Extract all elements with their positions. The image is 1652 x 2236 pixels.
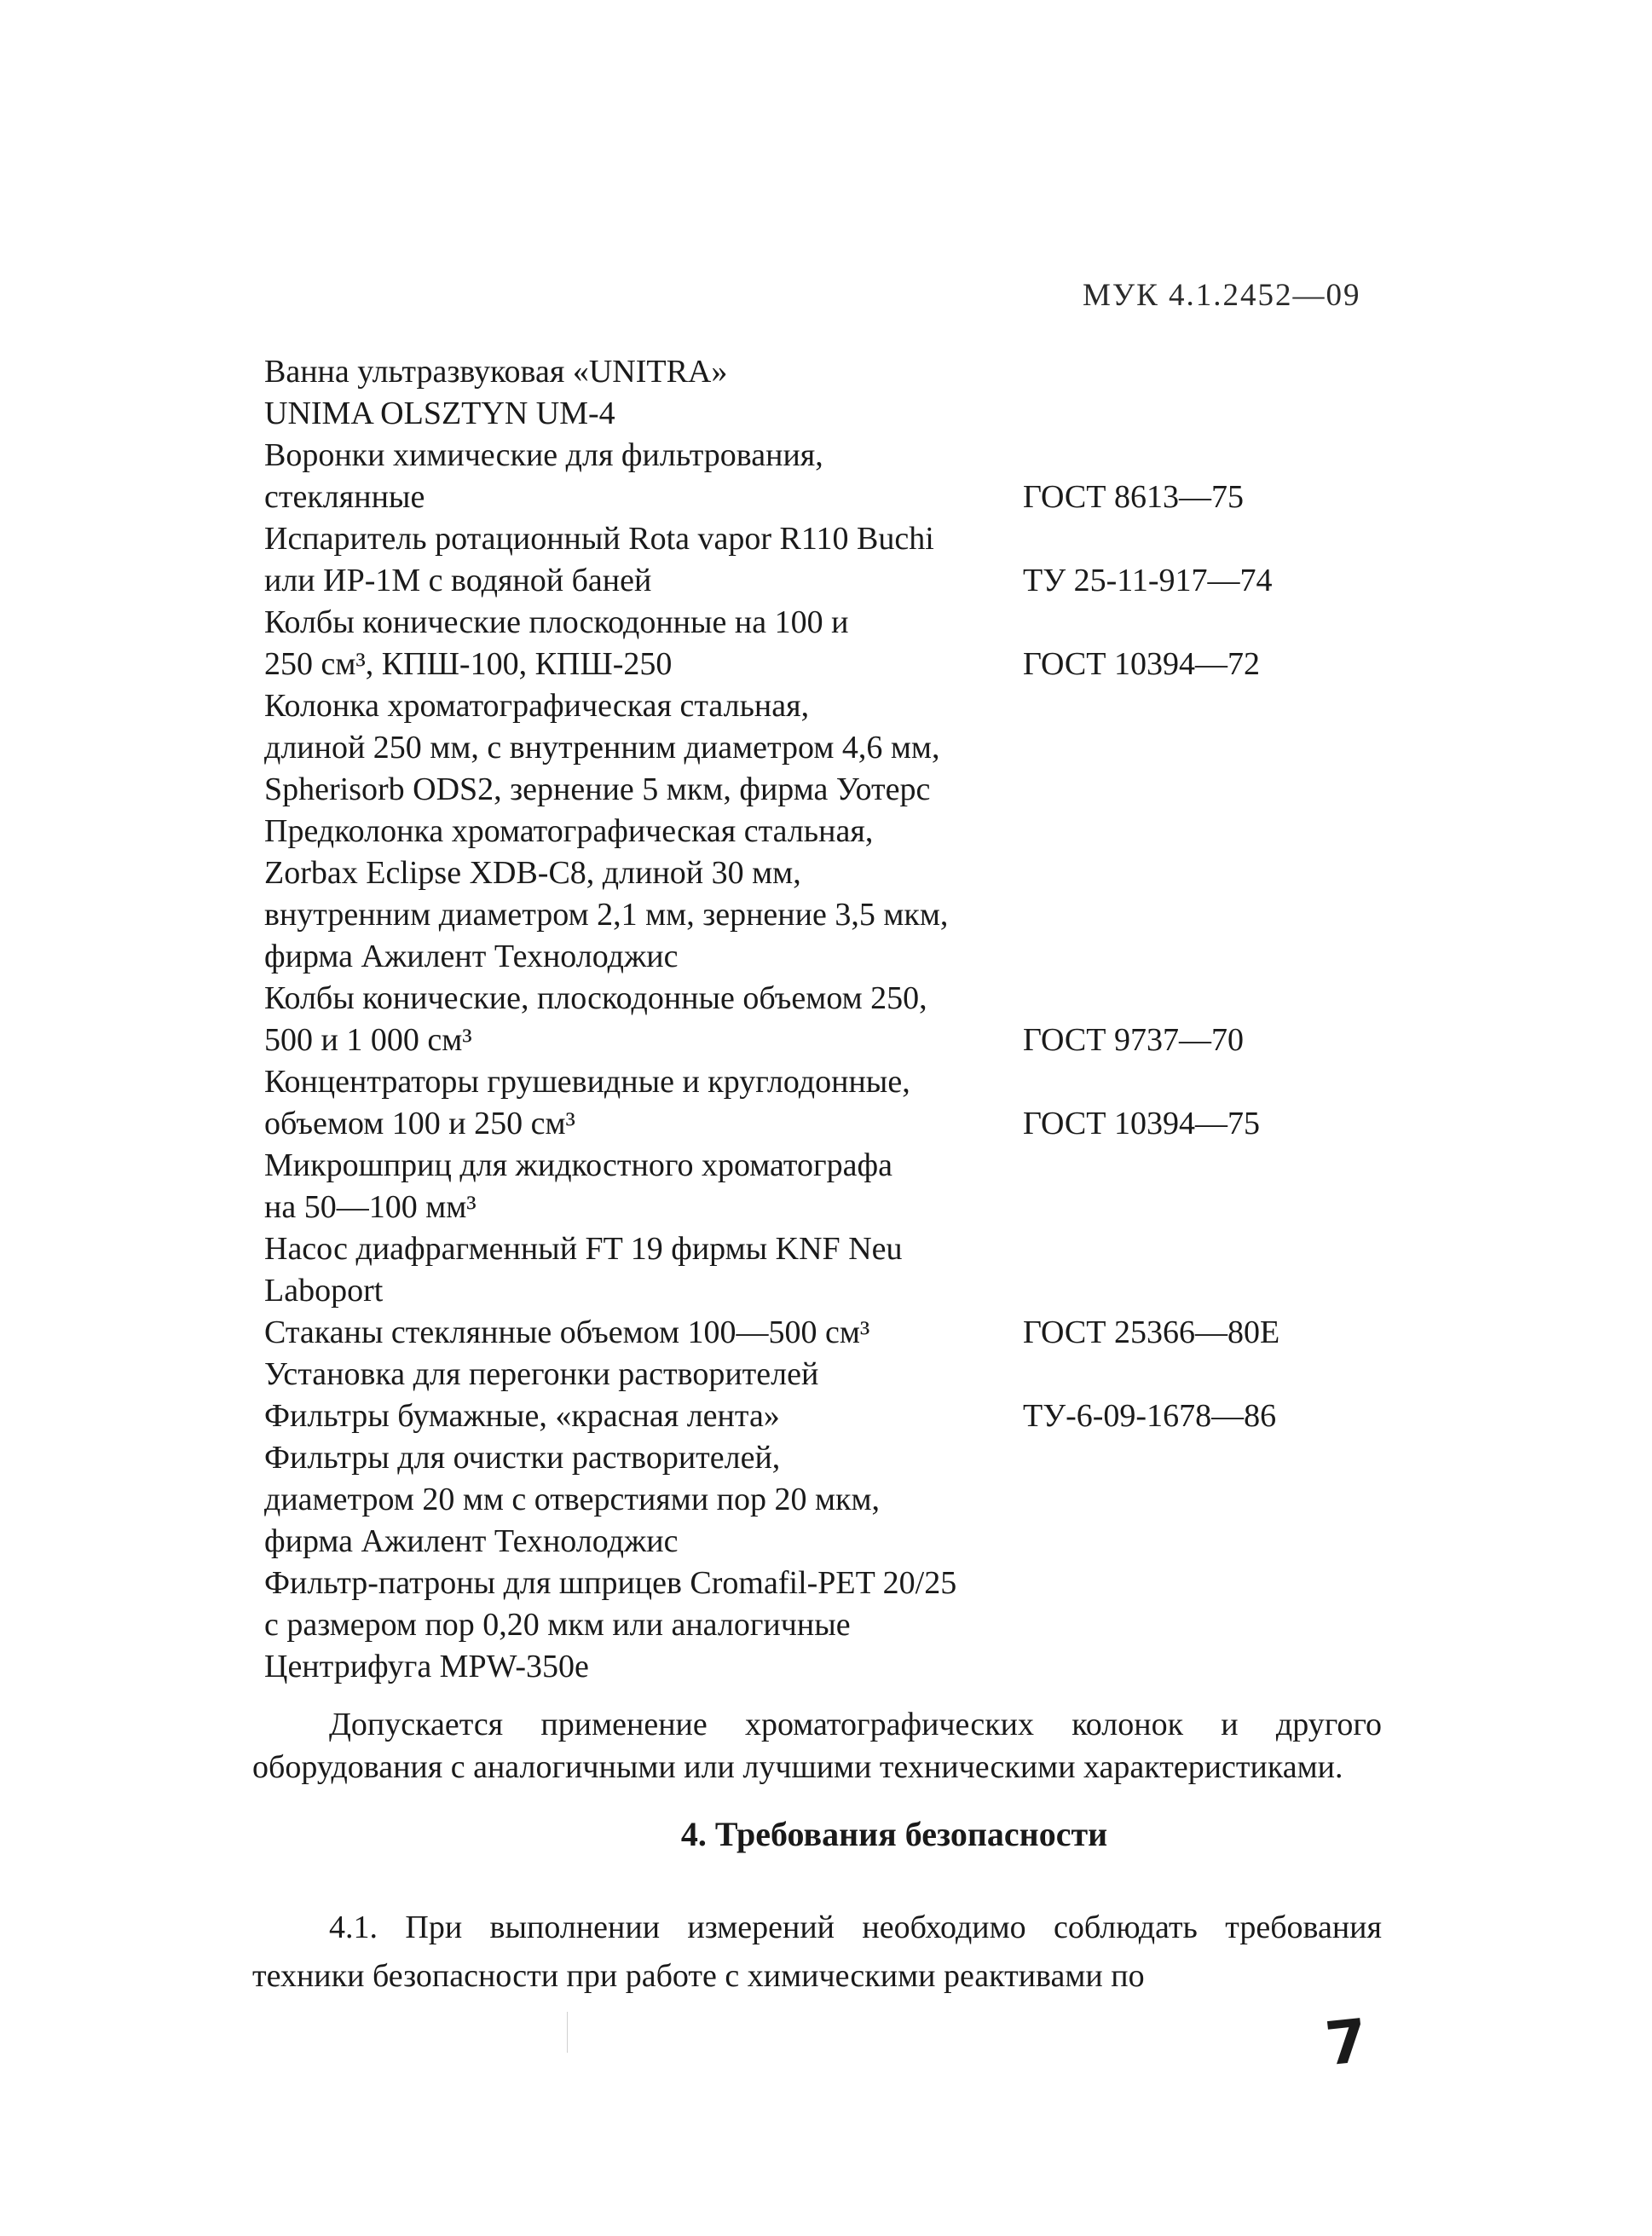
equipment-row (264, 1563, 1398, 1604)
equipment-row (264, 769, 1398, 811)
equipment-name: Spherisorb ODS2, зернение 5 мкм, фирма Уотерс (264, 771, 931, 807)
equipment-row (264, 1020, 1398, 1061)
equipment-standard: ГОСТ 10394—75 (1023, 1106, 1260, 1141)
page-number: 7 (1321, 2005, 1371, 2080)
equipment-row (264, 1395, 1398, 1437)
equipment-name: диаметром 20 мм с отверстиями пор 20 мкм, (264, 1482, 881, 1517)
section-paragraph: 4.1. При выполнении измерений необходимо соблюдать требования техники безопасности при работе с химическими реактивами по (252, 1910, 1382, 1994)
equipment-note: Допускается применение хроматографических колонок и другого оборудования с аналогичными или лучшими техническими характеристиками. (252, 1707, 1382, 1785)
equipment-name: внутренним диаметром 2,1 мм, зернение 3,5 мкм, (264, 897, 949, 933)
equipment-name: UNIMA OLSZTYN UM-4 (264, 396, 615, 431)
equipment-name: Ванна ультразвуковая «UNITRA» (264, 354, 728, 390)
equipment-standard: ТУ-6-09-1678—86 (1023, 1398, 1277, 1434)
equipment-name: или ИР-1М с водяной баней (264, 563, 652, 598)
equipment-list (264, 351, 1398, 1688)
equipment-row (264, 1312, 1398, 1354)
equipment-name: Микрошприц для жидкостного хроматографа (264, 1147, 892, 1183)
equipment-row (264, 1354, 1398, 1395)
equipment-name: Колбы конические плоскодонные на 100 и (264, 604, 849, 640)
equipment-row (264, 602, 1398, 644)
equipment-row (264, 1521, 1398, 1563)
equipment-name: Центрифуга MPW-350e (264, 1649, 589, 1684)
equipment-row (264, 518, 1398, 560)
equipment-row (264, 936, 1398, 978)
equipment-name: Стаканы стеклянные объемом 100—500 см³ (264, 1314, 870, 1350)
equipment-name: Предколонка хроматографическая стальная, (264, 813, 874, 849)
equipment-row (264, 393, 1398, 435)
equipment-name: на 50—100 мм³ (264, 1189, 477, 1225)
equipment-name: стеклянные (264, 479, 425, 515)
equipment-row (264, 685, 1398, 727)
equipment-name: 250 см³, КПШ-100, КПШ-250 (264, 646, 673, 682)
equipment-row (264, 1604, 1398, 1646)
equipment-name: Колбы конические, плоскодонные объемом 250, (264, 980, 927, 1016)
fold-line (567, 2012, 568, 2053)
equipment-row (264, 1228, 1398, 1270)
equipment-row (264, 894, 1398, 936)
equipment-name: Воронки химические для фильтрования, (264, 437, 823, 473)
equipment-row (264, 1479, 1398, 1521)
equipment-name: фирма Ажилент Технолоджис (264, 939, 679, 974)
equipment-name: Фильтры бумажные, «красная лента» (264, 1398, 780, 1434)
equipment-name: фирма Ажилент Технолоджис (264, 1523, 679, 1559)
equipment-row (264, 477, 1398, 518)
equipment-name: длиной 250 мм, с внутренним диаметром 4,6 мм, (264, 730, 940, 766)
equipment-standard: ГОСТ 8613—75 (1023, 479, 1244, 515)
equipment-row (264, 1145, 1398, 1187)
equipment-name: Концентраторы грушевидные и круглодонные, (264, 1064, 910, 1100)
equipment-row (264, 435, 1398, 477)
equipment-row (264, 644, 1398, 685)
equipment-row (264, 1061, 1398, 1103)
equipment-standard: ТУ 25-11-917—74 (1023, 563, 1273, 598)
equipment-name: Zorbax Eclipse XDB-C8, длиной 30 мм, (264, 855, 801, 891)
equipment-name: объемом 100 и 250 см³ (264, 1106, 575, 1141)
equipment-row (264, 351, 1398, 393)
equipment-name: Laboport (264, 1273, 384, 1309)
equipment-row (264, 1437, 1398, 1479)
equipment-name: Установка для перегонки растворителей (264, 1356, 819, 1392)
equipment-name: Колонка хроматографическая стальная, (264, 688, 810, 724)
document-code-header: МУК 4.1.2452—09 (1083, 278, 1361, 313)
equipment-name: Испаритель ротационный Rota vapor R110 Buchi (264, 521, 934, 557)
equipment-name: Насос диафрагменный FT 19 фирмы KNF Neu (264, 1231, 903, 1267)
equipment-standard: ГОСТ 25366—80Е (1023, 1314, 1280, 1350)
equipment-row (264, 1187, 1398, 1228)
equipment-row (264, 1103, 1398, 1145)
equipment-name: Фильтры для очистки растворителей, (264, 1440, 781, 1476)
equipment-standard: ГОСТ 10394—72 (1023, 646, 1260, 682)
equipment-row (264, 560, 1398, 602)
equipment-standard: ГОСТ 9737—70 (1023, 1022, 1244, 1058)
equipment-row (264, 852, 1398, 894)
equipment-row (264, 978, 1398, 1020)
equipment-row (264, 811, 1398, 852)
equipment-name: 500 и 1 000 см³ (264, 1022, 472, 1058)
section-title: 4. Требования безопасности (680, 1815, 1108, 1853)
equipment-row (264, 727, 1398, 769)
equipment-name: с размером пор 0,20 мкм или аналогичные (264, 1607, 851, 1643)
equipment-name: Фильтр-патроны для шприцев Cromafil-PET 20/25 (264, 1565, 957, 1601)
equipment-row (264, 1646, 1398, 1688)
equipment-row (264, 1270, 1398, 1312)
